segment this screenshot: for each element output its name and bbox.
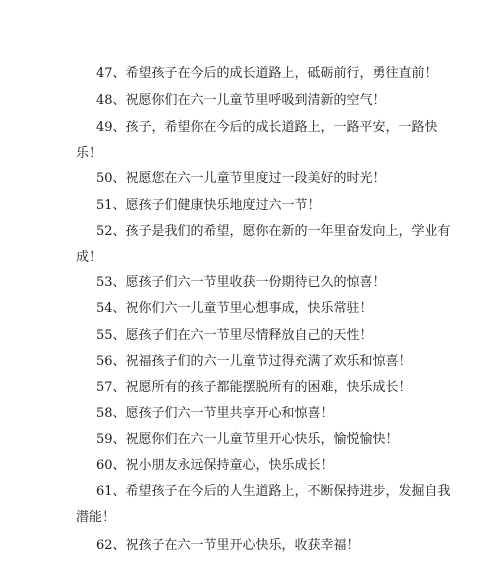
wish-item-53 xyxy=(96,270,436,296)
wish-line: 53、愿孩子们六一节里收获一份期待已久的惊喜！ xyxy=(96,275,386,290)
wish-item-54 xyxy=(96,296,436,322)
wish-line: 62、祝孩子在六一节里开心快乐，收获幸福！ xyxy=(96,538,360,553)
wish-line: 57、祝愿所有的孩子都能摆脱所有的困难，快乐成长！ xyxy=(96,380,412,395)
wish-item-52 xyxy=(76,219,451,271)
wish-line: 51、愿孩子们健康快乐地度过六一节！ xyxy=(96,198,321,213)
wish-line: 49、孩子，希望你在今后的成长道路上，一路平安，一路快 xyxy=(96,120,438,135)
wish-item-55 xyxy=(96,323,436,349)
wish-line: 58、愿孩子们六一节里共享开心和惊喜！ xyxy=(96,406,334,421)
wish-item-50 xyxy=(96,166,436,192)
wish-line-continued: 成！ xyxy=(76,250,103,265)
wish-item-58 xyxy=(96,401,436,427)
wish-line: 54、祝你们六一儿童节里心想事成，快乐常驻！ xyxy=(96,301,373,316)
wish-item-48 xyxy=(96,88,436,114)
wish-line: 52、孩子是我们的希望，愿你在新的一年里奋发向上，学业有 xyxy=(96,224,451,239)
wish-line: 55、愿孩子们在六一节里尽情释放自己的天性！ xyxy=(96,328,373,343)
wish-item-61 xyxy=(76,479,451,531)
wish-item-60 xyxy=(96,453,436,479)
wish-line: 47、希望孩子在今后的成长道路上，砥砺前行，勇往直前！ xyxy=(96,66,438,81)
wish-line: 56、祝福孩子们的六一儿童节过得充满了欢乐和惊喜！ xyxy=(96,354,412,369)
wish-item-62 xyxy=(96,533,436,559)
wish-item-56 xyxy=(96,349,436,375)
wish-item-59 xyxy=(96,427,436,453)
wish-line-continued: 潜能！ xyxy=(76,510,116,525)
wish-item-51 xyxy=(96,193,436,219)
wish-item-49 xyxy=(76,115,438,167)
wish-line: 60、祝小朋友永远保持童心，快乐成长！ xyxy=(96,458,334,473)
wish-line: 50、祝愿您在六一儿童节里度过一段美好的时光！ xyxy=(96,171,386,186)
wish-item-47 xyxy=(96,61,436,87)
wish-item-57 xyxy=(96,375,436,401)
wish-line: 61、希望孩子在今后的人生道路上，不断保持进步，发掘自我 xyxy=(96,484,451,499)
wish-line: 59、祝愿你们在六一儿童节里开心快乐，愉悦愉快！ xyxy=(96,432,399,447)
wish-line-continued: 乐！ xyxy=(76,146,103,161)
wish-line: 48、祝愿你们在六一儿童节里呼吸到清新的空气！ xyxy=(96,93,386,108)
